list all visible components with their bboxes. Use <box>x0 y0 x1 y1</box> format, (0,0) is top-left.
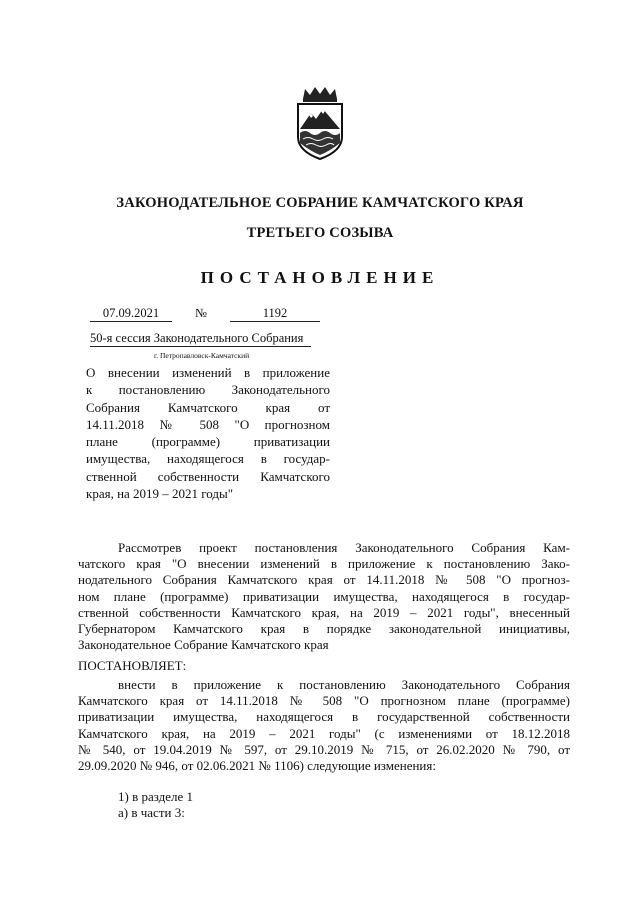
body-line: приватизации имущества, находящегося в государственной собственности <box>78 709 570 725</box>
document-date: 07.09.2021 <box>90 306 172 322</box>
subject-line: 14.11.2018 № 508 "О прогнозном <box>86 416 330 432</box>
body-line: 29.09.2020 № 946, от 02.06.2021 № 1106) следующие изменения: <box>78 758 436 774</box>
operative-paragraph <box>78 677 570 774</box>
body-line: Камчатского края от 14.11.2018 № 508 "О прогнозном плане (программе) <box>78 693 570 709</box>
convocation-title: ТРЕТЬЕГО СОЗЫВА <box>246 225 394 241</box>
organization-title: ЗАКОНОДАТЕЛЬНОЕ СОБРАНИЕ КАМЧАТСКОГО КРАЯ <box>116 195 524 211</box>
item-line: 1) в разделе 1 <box>118 789 194 804</box>
preamble-paragraph <box>78 540 570 653</box>
body-line: чатского края "О внесении изменений в приложение к постановлению Зако- <box>78 556 570 572</box>
body-line: ственной собственности Камчатского края, на 2019 – 2021 годы", внесенный <box>78 604 570 620</box>
body-line: нодательного Собрания Камчатского края от 14.11.2018 № 508 "О прогноз- <box>78 572 570 588</box>
subject-line: Собрания Камчатского края от <box>86 399 330 415</box>
body-line: Законодательное Собрание Камчатского края <box>78 637 329 653</box>
subject-line: к постановлению Законодательного <box>86 382 330 398</box>
resolves-heading <box>78 658 570 674</box>
document-number: 1192 <box>230 306 320 322</box>
body-line: ПОСТАНОВЛЯЕТ: <box>78 658 187 673</box>
subject-line: О внесении изменений в приложение <box>86 365 330 380</box>
kamchatka-coat-of-arms-emblem <box>293 85 347 161</box>
subject-line: плане (программе) приватизации <box>86 434 330 450</box>
session-label: 50-я сессия Законодательного Собрания <box>90 331 311 347</box>
subject-line: края, на 2019 – 2021 годы" <box>86 486 234 502</box>
subject-line: ственной собственности Камчатского <box>86 468 330 484</box>
number-sign: № <box>195 306 207 320</box>
city-label: г. Петропавловск-Камчатский <box>154 351 250 360</box>
body-line: № 540, от 19.04.2019 № 597, от 29.10.2019 № 715, от 26.02.2020 № 790, от <box>78 741 570 757</box>
list-item <box>78 805 570 821</box>
item-line: а) в части 3: <box>118 805 185 820</box>
document-subject <box>86 364 330 502</box>
body-line: ном плане (программе) приватизации имущества, находящегося в государ- <box>78 588 570 604</box>
subject-line: имущества, находящегося в государ- <box>86 451 330 467</box>
body-line: Рассмотрев проект постановления Законодательного Собрания Кам- <box>118 540 570 555</box>
list-item <box>78 789 570 805</box>
body-line: Губернатором Камчатского края в порядке законодательной инициативы, <box>78 621 570 637</box>
body-line: Камчатского края, на 2019 – 2021 годы" (с изменениями от 18.12.2018 <box>78 725 570 741</box>
document-type-title: ПОСТАНОВЛЕНИЕ <box>200 268 440 287</box>
body-line: внести в приложение к постановлению Законодательного Собрания <box>118 677 570 692</box>
